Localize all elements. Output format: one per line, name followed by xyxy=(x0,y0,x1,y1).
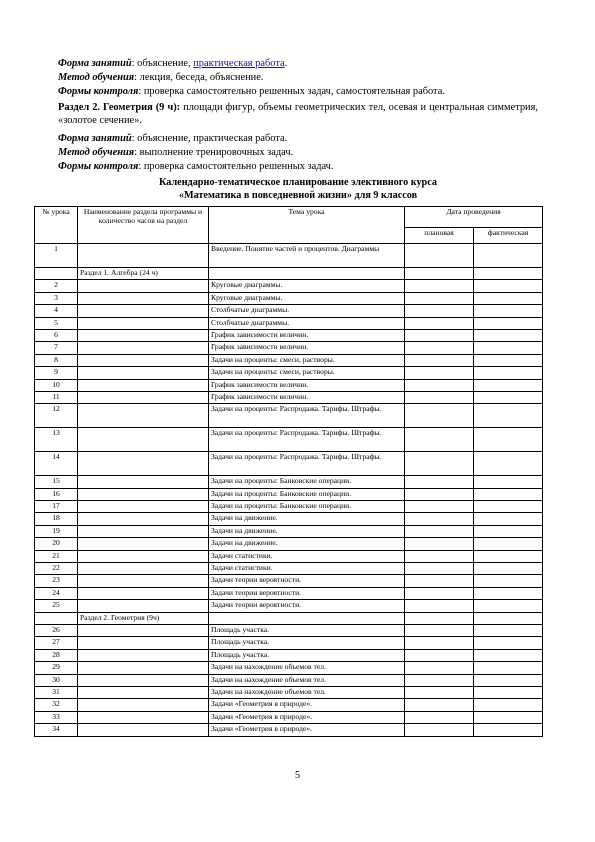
table-row xyxy=(35,404,543,428)
section-name-cell xyxy=(78,513,209,525)
lesson-theme-cell: Задачи на проценты: Распродажа. Тарифы. Штрафы. xyxy=(209,452,405,476)
planned-date-cell xyxy=(405,404,474,428)
section-name-cell xyxy=(78,280,209,292)
lesson-number-cell: 10 xyxy=(35,379,78,391)
actual-date-cell xyxy=(474,612,543,624)
lesson-theme-cell: Задачи статистики. xyxy=(209,563,405,575)
header-lesson-number: № урока xyxy=(35,207,78,244)
lesson-number-cell: 2 xyxy=(35,280,78,292)
planned-date-cell xyxy=(405,575,474,587)
actual-date-cell xyxy=(474,637,543,649)
period: . xyxy=(284,58,288,69)
planned-date-cell xyxy=(405,550,474,562)
table-row xyxy=(35,342,543,354)
lesson-theme-cell: Задачи теории вероятности. xyxy=(209,587,405,599)
lesson-theme-cell xyxy=(209,268,405,280)
actual-date-cell xyxy=(474,280,543,292)
table-row xyxy=(35,379,543,391)
lesson-theme-cell: Задачи на нахождение объемов тел. xyxy=(209,674,405,686)
lesson-number-cell: 23 xyxy=(35,575,78,587)
lesson-theme-cell: Задачи на нахождение объемов тел. xyxy=(209,686,405,698)
actual-date-cell xyxy=(474,525,543,537)
lesson-number-cell: 6 xyxy=(35,329,78,341)
section-name-cell xyxy=(78,452,209,476)
lesson-plan-body xyxy=(35,244,543,737)
lesson-number-cell: 31 xyxy=(35,686,78,698)
lesson-theme-cell: График зависимости величин. xyxy=(209,342,405,354)
actual-date-cell xyxy=(474,686,543,698)
table-row xyxy=(35,391,543,403)
section-name-cell xyxy=(78,637,209,649)
actual-date-cell xyxy=(474,329,543,341)
header-date: Дата проведения xyxy=(405,207,543,228)
lesson-number-cell xyxy=(35,268,78,280)
section-name-cell xyxy=(78,379,209,391)
section-name-cell xyxy=(78,404,209,428)
section-name-cell: Раздел 1. Алгебра (24 ч) xyxy=(78,268,209,280)
lesson-theme-cell: Задачи на проценты: Распродажа. Тарифы. Штрафы. xyxy=(209,428,405,452)
actual-date-cell xyxy=(474,587,543,599)
planned-date-cell xyxy=(405,624,474,636)
actual-date-cell xyxy=(474,674,543,686)
table-row xyxy=(35,550,543,562)
planned-date-cell xyxy=(405,354,474,366)
actual-date-cell xyxy=(474,662,543,674)
table-row xyxy=(35,575,543,587)
lesson-theme-cell: Круговые диаграммы. xyxy=(209,280,405,292)
practical-work-link[interactable]: практическая работа xyxy=(193,58,285,69)
planned-date-cell xyxy=(405,600,474,612)
lesson-theme-cell: Задачи на проценты: Распродажа. Тарифы. Штрафы. xyxy=(209,404,405,428)
lesson-number-cell: 4 xyxy=(35,305,78,317)
planned-date-cell xyxy=(405,637,474,649)
header-section-name: Наименование раздела программы и количество часов на раздел xyxy=(78,207,209,244)
table-row xyxy=(35,686,543,698)
planned-date-cell xyxy=(405,724,474,736)
lesson-number-cell: 15 xyxy=(35,476,78,488)
actual-date-cell xyxy=(474,476,543,488)
table-row xyxy=(35,280,543,292)
table-row xyxy=(35,329,543,341)
lesson-theme-cell: Площадь участка. xyxy=(209,624,405,636)
actual-date-cell xyxy=(474,452,543,476)
planned-date-cell xyxy=(405,342,474,354)
planned-date-cell xyxy=(405,612,474,624)
section-name-cell xyxy=(78,674,209,686)
section-name-cell xyxy=(78,575,209,587)
actual-date-cell xyxy=(474,244,543,268)
lesson-number-cell: 21 xyxy=(35,550,78,562)
table-row xyxy=(35,513,543,525)
intro-line-1 xyxy=(58,57,538,70)
planned-date-cell xyxy=(405,662,474,674)
lesson-form-label: Форма занятий xyxy=(58,58,132,69)
lesson-theme-cell: Задачи на движение. xyxy=(209,538,405,550)
lesson-theme-cell: Задачи на проценты: Банковские операции. xyxy=(209,488,405,500)
lesson-theme-cell: Задачи на проценты: Банковские операции. xyxy=(209,501,405,513)
actual-date-cell xyxy=(474,428,543,452)
table-row xyxy=(35,268,543,280)
lesson-theme-cell: Площадь участка. xyxy=(209,637,405,649)
outro-line-2 xyxy=(58,146,538,159)
teaching-method-label: Метод обучения xyxy=(58,72,135,83)
table-row xyxy=(35,367,543,379)
planned-date-cell xyxy=(405,379,474,391)
outro-line-1 xyxy=(58,132,538,145)
planned-date-cell xyxy=(405,686,474,698)
page-number: 5 xyxy=(295,770,300,781)
section-name-cell xyxy=(78,292,209,304)
actual-date-cell xyxy=(474,724,543,736)
actual-date-cell xyxy=(474,538,543,550)
actual-date-cell xyxy=(474,305,543,317)
actual-date-cell xyxy=(474,501,543,513)
lesson-form-text: : объяснение, xyxy=(131,58,194,69)
section-name-cell xyxy=(78,538,209,550)
table-row xyxy=(35,674,543,686)
section-name-cell xyxy=(78,525,209,537)
table-row xyxy=(35,538,543,550)
table-row xyxy=(35,662,543,674)
lesson-number-cell: 14 xyxy=(35,452,78,476)
planned-date-cell xyxy=(405,488,474,500)
lesson-theme-cell: Задачи «Геометрия в природе». xyxy=(209,711,405,723)
lesson-theme-cell: Задачи теории вероятности. xyxy=(209,575,405,587)
table-row xyxy=(35,452,543,476)
header-date-actual: фактическая xyxy=(474,228,543,244)
lesson-number-cell: 12 xyxy=(35,404,78,428)
planned-date-cell xyxy=(405,699,474,711)
lesson-number-cell: 7 xyxy=(35,342,78,354)
planned-date-cell xyxy=(405,428,474,452)
lesson-theme-cell: Столбчатые диаграммы. xyxy=(209,317,405,329)
lesson-number-cell: 11 xyxy=(35,391,78,403)
lesson-theme-cell: Задачи на проценты: Банковские операции. xyxy=(209,476,405,488)
table-row xyxy=(35,724,543,736)
lesson-number-cell: 8 xyxy=(35,354,78,366)
section-name-cell xyxy=(78,600,209,612)
section-name-cell xyxy=(78,428,209,452)
header-date-planned: плановая xyxy=(405,228,474,244)
section-name-cell xyxy=(78,662,209,674)
section-name-cell xyxy=(78,244,209,268)
section-name-cell xyxy=(78,354,209,366)
outro-line-3 xyxy=(58,160,538,173)
lesson-number-cell: 24 xyxy=(35,587,78,599)
control-form-text: : проверка самостоятельно решенных задач, самостоятельная работа. xyxy=(138,86,445,97)
lesson-plan-table xyxy=(34,206,543,737)
planned-date-cell xyxy=(405,280,474,292)
table-row xyxy=(35,244,543,268)
actual-date-cell xyxy=(474,575,543,587)
table-row xyxy=(35,305,543,317)
actual-date-cell xyxy=(474,379,543,391)
table-row xyxy=(35,354,543,366)
planned-date-cell xyxy=(405,292,474,304)
section-2-text: площади фигур, объемы геометрических тел, осевая и центральная симметрия, «золотое сечение». xyxy=(58,102,538,126)
section-name-cell xyxy=(78,563,209,575)
teaching-method-text: : выполнение тренировочных задач. xyxy=(134,147,294,158)
actual-date-cell xyxy=(474,268,543,280)
lesson-theme-cell: Задачи на движение. xyxy=(209,525,405,537)
lesson-number-cell: 20 xyxy=(35,538,78,550)
planned-date-cell xyxy=(405,452,474,476)
planned-date-cell xyxy=(405,674,474,686)
section-name-cell xyxy=(78,488,209,500)
table-row xyxy=(35,292,543,304)
table-row xyxy=(35,428,543,452)
section-name-cell xyxy=(78,476,209,488)
plan-caption-line-1: Календарно-тематическое планирование элективного курса xyxy=(159,177,437,188)
planned-date-cell xyxy=(405,367,474,379)
actual-date-cell xyxy=(474,367,543,379)
planned-date-cell xyxy=(405,305,474,317)
lesson-number-cell: 22 xyxy=(35,563,78,575)
teaching-method-text: : лекция, беседа, объяснение. xyxy=(134,72,264,83)
header-lesson-theme: Тема урока xyxy=(209,207,405,244)
planned-date-cell xyxy=(405,649,474,661)
table-row xyxy=(35,476,543,488)
lesson-theme-cell xyxy=(209,612,405,624)
lesson-number-cell: 1 xyxy=(35,244,78,268)
actual-date-cell xyxy=(474,711,543,723)
table-row xyxy=(35,624,543,636)
actual-date-cell xyxy=(474,550,543,562)
table-row xyxy=(35,649,543,661)
actual-date-cell xyxy=(474,513,543,525)
actual-date-cell xyxy=(474,404,543,428)
lesson-theme-cell: Круговые диаграммы. xyxy=(209,292,405,304)
table-row xyxy=(35,637,543,649)
lesson-number-cell xyxy=(35,612,78,624)
actual-date-cell xyxy=(474,317,543,329)
section-2-heading: Раздел 2. Геометрия (9 ч): xyxy=(58,102,181,113)
section-name-cell xyxy=(78,587,209,599)
planned-date-cell xyxy=(405,525,474,537)
lesson-theme-cell: Столбчатые диаграммы. xyxy=(209,305,405,317)
table-row xyxy=(35,600,543,612)
actual-date-cell xyxy=(474,600,543,612)
planned-date-cell xyxy=(405,563,474,575)
lesson-theme-cell: Площадь участка. xyxy=(209,649,405,661)
section-name-cell xyxy=(78,342,209,354)
lesson-number-cell: 32 xyxy=(35,699,78,711)
section-name-cell xyxy=(78,317,209,329)
planned-date-cell xyxy=(405,476,474,488)
lesson-number-cell: 17 xyxy=(35,501,78,513)
actual-date-cell xyxy=(474,391,543,403)
lesson-theme-cell: Задачи статистики. xyxy=(209,550,405,562)
section-name-cell xyxy=(78,391,209,403)
teaching-method-label: Метод обучения xyxy=(58,147,135,158)
actual-date-cell xyxy=(474,354,543,366)
lesson-number-cell: 25 xyxy=(35,600,78,612)
lesson-theme-cell: Задачи на проценты: смеси, растворы. xyxy=(209,354,405,366)
lesson-number-cell: 29 xyxy=(35,662,78,674)
control-form-label: Формы контроля xyxy=(58,86,139,97)
section-name-cell: Раздел 2. Геометрия (9ч) xyxy=(78,612,209,624)
actual-date-cell xyxy=(474,624,543,636)
lesson-theme-cell: Задачи на движение. xyxy=(209,513,405,525)
lesson-number-cell: 18 xyxy=(35,513,78,525)
section-name-cell xyxy=(78,649,209,661)
planned-date-cell xyxy=(405,391,474,403)
section-name-cell xyxy=(78,711,209,723)
lesson-number-cell: 19 xyxy=(35,525,78,537)
lesson-theme-cell: График зависимости величин. xyxy=(209,391,405,403)
lesson-number-cell: 9 xyxy=(35,367,78,379)
lesson-number-cell: 28 xyxy=(35,649,78,661)
lesson-number-cell: 33 xyxy=(35,711,78,723)
section-2-paragraph xyxy=(58,101,538,127)
lesson-form-label: Форма занятий xyxy=(58,133,132,144)
lesson-theme-cell: Задачи на нахождение объемов тел. xyxy=(209,662,405,674)
section-name-cell xyxy=(78,367,209,379)
planned-date-cell xyxy=(405,244,474,268)
lesson-form-text: : объяснение, практическая работа. xyxy=(131,133,288,144)
lesson-number-cell: 30 xyxy=(35,674,78,686)
actual-date-cell xyxy=(474,342,543,354)
planned-date-cell xyxy=(405,513,474,525)
planned-date-cell xyxy=(405,268,474,280)
planned-date-cell xyxy=(405,538,474,550)
lesson-number-cell: 27 xyxy=(35,637,78,649)
section-name-cell xyxy=(78,686,209,698)
table-row xyxy=(35,699,543,711)
lesson-number-cell: 3 xyxy=(35,292,78,304)
actual-date-cell xyxy=(474,563,543,575)
lesson-theme-cell: Задачи на проценты: смеси, растворы. xyxy=(209,367,405,379)
table-row xyxy=(35,317,543,329)
table-row xyxy=(35,563,543,575)
table-row xyxy=(35,525,543,537)
actual-date-cell xyxy=(474,649,543,661)
actual-date-cell xyxy=(474,699,543,711)
lesson-theme-cell: График зависимости величин. xyxy=(209,329,405,341)
planned-date-cell xyxy=(405,329,474,341)
lesson-number-cell: 34 xyxy=(35,724,78,736)
section-name-cell xyxy=(78,624,209,636)
lesson-theme-cell: Задачи «Геометрия в природе». xyxy=(209,699,405,711)
lesson-number-cell: 13 xyxy=(35,428,78,452)
planned-date-cell xyxy=(405,317,474,329)
intro-line-2 xyxy=(58,71,538,84)
intro-line-3 xyxy=(58,85,538,98)
section-name-cell xyxy=(78,501,209,513)
section-name-cell xyxy=(78,550,209,562)
lesson-theme-cell: Задачи теории вероятности. xyxy=(209,600,405,612)
section-name-cell xyxy=(78,329,209,341)
planned-date-cell xyxy=(405,501,474,513)
planned-date-cell xyxy=(405,711,474,723)
lesson-theme-cell: График зависимости величин. xyxy=(209,379,405,391)
section-name-cell xyxy=(78,305,209,317)
lesson-theme-cell: Введение. Понятие частей и процентов. Диаграммы xyxy=(209,244,405,268)
lesson-number-cell: 5 xyxy=(35,317,78,329)
table-row xyxy=(35,612,543,624)
actual-date-cell xyxy=(474,488,543,500)
table-row xyxy=(35,587,543,599)
plan-caption-line-2: «Математика в повседневной жизни» для 9 классов xyxy=(178,190,418,201)
actual-date-cell xyxy=(474,292,543,304)
control-form-label: Формы контроля xyxy=(58,161,139,172)
table-row xyxy=(35,488,543,500)
planned-date-cell xyxy=(405,587,474,599)
section-name-cell xyxy=(78,724,209,736)
table-row xyxy=(35,501,543,513)
table-row xyxy=(35,711,543,723)
control-form-text: : проверка самостоятельно решенных задач. xyxy=(138,161,334,172)
section-name-cell xyxy=(78,699,209,711)
lesson-number-cell: 26 xyxy=(35,624,78,636)
lesson-theme-cell: Задачи «Геометрия в природе». xyxy=(209,724,405,736)
lesson-number-cell: 16 xyxy=(35,488,78,500)
